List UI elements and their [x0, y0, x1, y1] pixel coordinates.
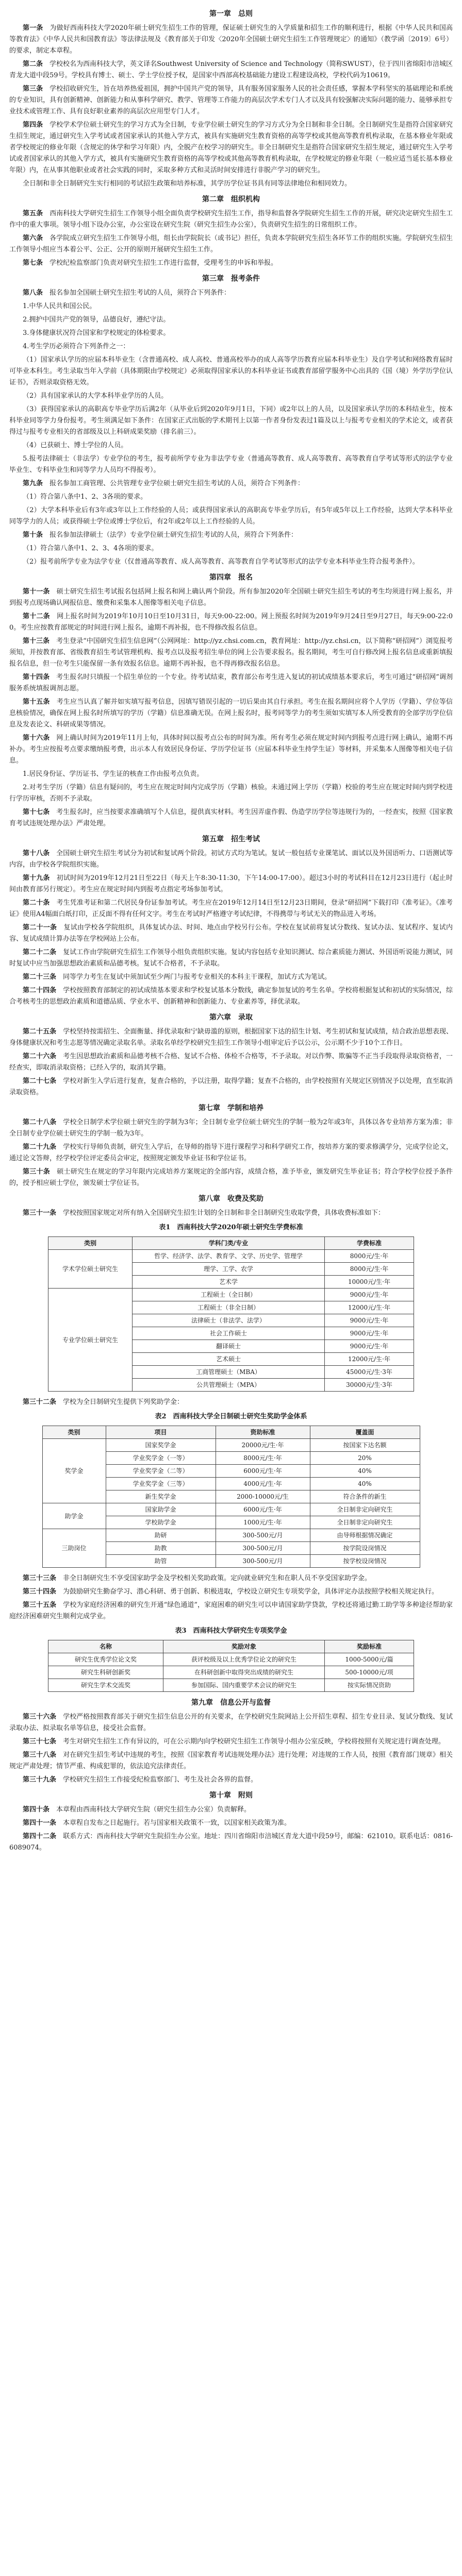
table-cell: 20000元/生·年: [216, 1439, 310, 1452]
article-paragraph: [9, 807, 453, 829]
article-text: 硕士研究生招生考试报名包括网上报名和网上确认两个阶段。所有参加2020年全国硕士研究生招生考试的考生均须进行网上报名，并到报考点现场确认网报信息、缴费和采集本人图像等相关电子信息。: [9, 588, 453, 607]
article-text: （1）国家承认学历的应届本科毕业生（含普通高校、成人高校、普通高校举办的成人高等学历教育应届本科毕业生）及自学考试和网络教育届时可毕业本科生。考生录取当年入学前（具体期限由学校规定）必须取得国家承认的本科毕业证书或教育部留学服务中心出具的《国（境）外学历学位认证书》，否则录取资格无效。: [9, 356, 453, 386]
article-paragraph: [9, 848, 453, 871]
article-text: 学校坚持按需招生、全面衡量、择优录取和宁缺毋滥的原则，根据国家下达的招生计划、考生初试和复试成绩，结合政治思想表现、身体健康状况和考生志愿等情况确定录取名单。录取名单经学校研究生招生工作领导小组审定后予以公示，公示期不少于10个工作日。: [9, 1028, 453, 1047]
article-paragraph: [9, 897, 453, 920]
table-header-cell: 学费标准: [325, 1237, 414, 1250]
article-number: 第三十五条: [23, 1601, 63, 1609]
article-text: 全国硕士研究生招生考试分为初试和复试两个阶段。初试方式均为笔试。复试一般包括专业课笔试、面试以及外国语听力、口语测试等内容，由学校各学院组织实施。: [9, 850, 453, 869]
article-number: 第二十条: [23, 899, 57, 907]
article-paragraph: [9, 922, 453, 945]
article-number: 第四十条: [23, 1806, 57, 1814]
article-number: 第二十八条: [23, 1118, 63, 1126]
table-cell: 8000元/生·年: [216, 1452, 310, 1465]
article-number: 第二十七条: [23, 1077, 63, 1085]
table-cell: 新生奖学金: [106, 1490, 216, 1503]
article-number: 第六条: [23, 234, 50, 242]
article-paragraph: [9, 341, 453, 352]
article-text: 2.对考生学历（学籍）信息有疑问的，考生应在规定时间内完成学历（学籍）核验。未通过网上学历（学籍）校验的考生应在规定时间内到学校进行学历审核，否则不予录取。: [9, 784, 453, 803]
table-cell: 公共管理硕士（MPA）: [133, 1379, 325, 1392]
article-text: 复试工作由学院研究生招生工作领导小组负责组织实施。复试内容包括专业知识测试、综合素质能力测试、外国语听说能力测试，同时复试中应当加强思想政治素质和品德考核。复试不合格者，不予录取。: [9, 948, 453, 968]
table-cell: 9000元/生·年: [325, 1340, 414, 1353]
table-header-cell: 类别: [48, 1237, 133, 1250]
article-paragraph: [9, 1208, 453, 1219]
article-paragraph: [9, 769, 453, 780]
chapter-title: 第八章 收费及奖助: [199, 1195, 263, 1203]
article-paragraph: [9, 505, 453, 528]
article-text: 学校研究生招生工作接受纪检监察部门、考生及社会各界的监督。: [63, 1776, 258, 1784]
special-award-table: [48, 1640, 414, 1692]
article-paragraph: [9, 733, 453, 767]
table-row: [48, 1666, 414, 1679]
table-cell: 学校助学金: [106, 1516, 216, 1529]
tuition-table: [48, 1236, 414, 1392]
article-number: 第二条: [23, 60, 50, 68]
article-paragraph: [9, 611, 453, 634]
article-text: 学校纪检监察部门负责对研究生招生工作进行监督，受理考生的申诉和举报。: [50, 259, 278, 267]
article-text: 学校招收研究生，旨在培养热爱祖国，拥护中国共产党的领导，具有服务国家服务人民的社会责任感，掌握本学科坚实的基础理论和系统的专业知识，具有创新精神、创新能力和从事科学研究、教学、管理等工作能力的高层次学术专门人才以及具有较强解决实际问题的能力、能够承担专业技术或管理工作、具有良好职业素养的高层次应用型专门人才。: [9, 85, 453, 115]
article-text: 1.居民身份证、学历证书、学生证的核查工作由报考点负责。: [23, 770, 204, 778]
table-cell: 学业奖学金（三等）: [106, 1478, 216, 1490]
table-cell: 6000元/生·年: [216, 1465, 310, 1478]
article-text: 对在研究生招生考试中违规的考生，按照《国家教育考试违规处理办法》进行处理；对违规的工作人员，按照《教育部门规章》相关规定严肃处理；情节严重、构成犯罪的，依法追究法律责任。: [9, 1751, 453, 1770]
article-number: 第三条: [23, 85, 50, 93]
table-cell: 助学金: [42, 1503, 106, 1529]
article-text: 学校实行导师负责制，研究生入学后，在导师的指导下进行课程学习和科学研究工作，按培养方案的要求修满学分，完成学位论文，通过论文答辩，经学校学位评定委员会审定，按照规定颁发毕业证书和学位证书。: [9, 1143, 453, 1162]
special-award-table-title: 表3 西南科技大学研究生专项奖学金: [175, 1627, 287, 1635]
table-cell: 哲学、经济学、法学、教育学、文学、历史学、管理学: [133, 1250, 325, 1263]
article-paragraph: [9, 697, 453, 731]
article-paragraph: [9, 404, 453, 438]
table-cell: 8000元/生·年: [325, 1250, 414, 1263]
article-paragraph: [9, 59, 453, 81]
article-paragraph: [9, 636, 453, 670]
article-paragraph: [9, 1397, 453, 1408]
table-header-cell: 名称: [48, 1640, 163, 1653]
article-paragraph: [9, 258, 453, 269]
article-text: 学校全日制学术学位硕士研究生的学制为3年；全日制专业学位硕士研究生的学制一般为2年或3年，具体以各专业培养方案为准；非全日制专业学位硕士研究生的学制一般为3年。: [9, 1118, 453, 1138]
article-text: 1.中华人民共和国公民。: [23, 302, 96, 310]
article-number: 第一条: [23, 24, 50, 32]
table-cell: 1000元/生·年: [216, 1516, 310, 1529]
table-cell: 10000元/生·年: [325, 1276, 414, 1289]
table-cell: 全日制非定向研究生: [310, 1503, 420, 1516]
chapter-title: 第一章 总则: [209, 10, 253, 18]
table-cell: 研究生优秀学位论文奖: [48, 1653, 163, 1666]
table-cell: 符合条件的新生: [310, 1490, 420, 1503]
table-cell: 助管: [106, 1555, 216, 1568]
article-text: 网上确认时间为2019年11月上旬，具体时间以报考点公布的时间为准。所有考生必须在规定时间内到报考点进行网上确认，逾期不再补办。考生应按报考点要求缴纳报考费，出示本人有效居民身份证、学历学位证书（应届本科毕业生持学生证）等材料，并采集本人图像等相关电子信息。: [9, 734, 453, 765]
table-row: [48, 1679, 414, 1692]
article-paragraph: [9, 1026, 453, 1049]
article-text: （2）报考前所学专业为法学专业（仅普通高等教育、成人高等教育、高等教育自学考试等形式的法学专业本科毕业生符合报考条件）。: [23, 558, 419, 566]
table-header-cell: 项目: [106, 1426, 216, 1439]
table-header-cell: 类别: [42, 1426, 106, 1439]
article-text: 4.考生学历必须符合下列条件之一：: [23, 343, 130, 350]
article-number: 第十三条: [23, 637, 57, 645]
table-cell: 按学院设岗情况: [310, 1542, 420, 1555]
article-number: 第三十条: [23, 1168, 57, 1176]
table-cell: 6000元/生·年: [216, 1503, 310, 1516]
article-text: 考生登录“中国研究生招生信息网”（公网网址：http://yz.chsi.com.cn，教育网址：http://yz.chsi.cn，以下简称“研招网”）浏览报考须知，并按教育部、省级教育招生考试管理机构、报考点以及报考招生单位的网上公告要求报名。报名期间，考生可自行修改网上报名信息或重新填报报名信息，但一位考生只能保留一条有效报名信息。逾期不再补报，也不得再修改报名信息。: [9, 637, 453, 668]
article-paragraph: [9, 120, 453, 176]
article-number: 第三十八条: [23, 1751, 63, 1759]
article-paragraph: [9, 985, 453, 1008]
article-text: （1）符合第八条中1、2、3各项的要求。: [23, 493, 147, 501]
article-paragraph: [9, 1818, 453, 1829]
table-cell: 40%: [310, 1478, 420, 1490]
table-header-cell: 覆盖面: [310, 1426, 420, 1439]
table-cell: 300-500元/月: [216, 1542, 310, 1555]
table-row: [42, 1439, 420, 1452]
article-text: 报名参加全国硕士研究生招生考试的人员，须符合下列条件：: [50, 289, 231, 297]
table-cell: 翻译硕士: [133, 1340, 325, 1353]
article-text: 联系方式：西南科技大学研究生院招生办公室。地址：四川省绵阳市涪城区青龙大道中段59号，邮编：621010。联系电话：0816-6089074。: [9, 1833, 453, 1852]
article-paragraph: [9, 782, 453, 805]
table-row: [48, 1653, 414, 1666]
table-row: [42, 1503, 420, 1516]
table-header-cell: 资助标准: [216, 1426, 310, 1439]
table-cell: 学术学位硕士研究生: [48, 1250, 133, 1289]
table-cell: 社会工作硕士: [133, 1327, 325, 1340]
article-number: 第三十四条: [23, 1588, 63, 1596]
table-cell: 国家奖学金: [106, 1439, 216, 1452]
article-number: 第八条: [23, 289, 50, 297]
table-cell: 参加国际、国内重要学术会议的研究生: [163, 1679, 325, 1692]
article-text: （3）获得国家承认的高职高专毕业学历后满2年（从毕业后到2020年9月1日，下同）或2年以上的人员，以及国家承认学历的本科结业生，按本科毕业同等学力身份报考。考生须满足如下条件：在国家正式出版的学术期刊上以第一作者身份发表过1篇及以上与报考专业相关的学术论文，或者获得过与报考专业相关的省部级及以上科研成果奖励（排名前三）。: [9, 405, 453, 436]
article-number: 第十九条: [23, 874, 57, 882]
table-cell: 1000-5000元/篇: [325, 1653, 414, 1666]
article-number: 第十七条: [23, 808, 57, 816]
article-paragraph: [9, 453, 453, 476]
table-cell: 艺术硕士: [133, 1353, 325, 1366]
table-cell: 30000元/生·3年: [325, 1379, 414, 1392]
article-text: 考生对研究生招生工作有异议的，可在公示期内向学校研究生招生工作领导小组办公室反映，学校将按照有关规定进行调查处理。: [63, 1738, 446, 1745]
table-cell: 2000-10000元/生: [216, 1490, 310, 1503]
article-number: 第四十一条: [23, 1819, 63, 1827]
table-cell: 9000元/生·年: [325, 1314, 414, 1327]
table-cell: 奖学金: [42, 1439, 106, 1503]
table-cell: 专业学位硕士研究生: [48, 1289, 133, 1392]
table-cell: 12000元/生·年: [325, 1353, 414, 1366]
article-text: 学校对新生入学后进行复查，复查合格的，予以注册，取得学籍；复查不合格的，由学校按照有关规定区别情况予以处理，直至取消录取资格。: [9, 1077, 453, 1096]
article-text: （2）大学本科毕业后有3年或3年以上工作经验的人员；或获得国家承认的高职高专毕业学历后，有5年或5年以上工作经验，达到大学本科毕业同等学力的人员；或获得硕士学位或博士学位后，有2年或2年以上工作经验的人员。: [9, 506, 453, 526]
table-cell: 理学、工学、农学: [133, 1263, 325, 1276]
article-paragraph: [9, 23, 453, 57]
article-number: 第十六条: [23, 734, 57, 742]
table-cell: 研究生科研创新奖: [48, 1666, 163, 1679]
table-cell: 500-10000元/项: [325, 1666, 414, 1679]
article-paragraph: [9, 492, 453, 503]
table-cell: 全日制非定向研究生: [310, 1516, 420, 1529]
article-text: （1）符合第八条中1、2、3、4各项的要求。: [23, 545, 158, 552]
article-number: 第四条: [23, 121, 50, 129]
article-text: 学校为家庭经济困难的研究生开通“绿色通道”，家庭困难的研究生可以申请国家助学贷款，学校还将通过勤工助学等多种途径帮助家庭经济困难研究生顺利完成学业。: [9, 1601, 453, 1620]
article-text: 为做好西南科技大学2020年硕士研究生招生工作的管理，保证硕士研究生的入学质量和招生工作的顺利进行，根据《中华人民共和国高等教育法》《中华人民共和国教育法》等法律法规及《教育部关于印发〈2020年全国硕士研究生招生工作管理规定〉的通知》（教学函〔2019〕6号）的要求，制定本章程。: [9, 24, 453, 55]
article-text: 考生报名时只填报一个招生单位的一个专业。待考试结束，教育部公布考生进入复试的初试成绩基本要求后，考生可通过“研招网”调剂服务系统填报调剂志愿。: [9, 673, 453, 692]
table-cell: 国家助学金: [106, 1503, 216, 1516]
table-row: [48, 1250, 414, 1263]
article-paragraph: [9, 328, 453, 339]
table-cell: 由导师根据情况确定: [310, 1529, 420, 1542]
chapter-title: 第五章 招生考试: [202, 835, 260, 843]
article-number: 第七条: [23, 259, 50, 267]
article-text: 考生应当认真了解并如实填写报考信息，因填写错误引起的一切后果由其自行承担。考生在报名期间应将个人学历（学籍）、学位等信息核验情况，确保在网上报名时所填写的学历（学籍）信息准确无误。在网上报名时，报考同等学力的考生须如实填写本人所受教育的全部学历学位信息及发表论文、科研成果等情况。: [9, 698, 453, 728]
article-text: 考生报名时，应当按要求准确填写个人信息，提供真实材料。考生因弄虚作假、伪造学历学位等违规行为的，一经查实，按照《国家教育考试违规处理办法》严肃处理。: [9, 808, 453, 827]
article-number: 第十一条: [23, 588, 57, 596]
article-text: 学校按照国家规定对所有纳入全国研究生招生计划的全日制和非全日制研究生收取学费，具体收费标准如下：: [63, 1209, 385, 1217]
article-paragraph: [9, 947, 453, 970]
article-text: 本章程自发布之日起施行。若与国家相关政策不一致，以国家相关政策为准。: [63, 1819, 291, 1827]
article-text: 3.身体健康状况符合国家和学校规定的体检要求。: [23, 329, 170, 337]
table-cell: 4000元/生·年: [216, 1478, 310, 1490]
article-number: 第二十三条: [23, 973, 63, 981]
article-text: 各学院成立研究生招生工作领导小组，组长由学院院长（或书记）担任，负责本学院研究生招生各环节工作的组织实施。学院研究生招生工作领导小组应当本着公平、公正、公开的原则开展研究生招生工作。: [9, 234, 453, 253]
article-paragraph: [9, 586, 453, 609]
table-cell: 工程硕士（全日制）: [133, 1289, 325, 1301]
table-cell: 12000元/生·年: [325, 1301, 414, 1314]
table-header-cell: 学科门类/专业: [133, 1237, 325, 1250]
table-cell: 9000元/生·年: [325, 1327, 414, 1340]
table-cell: 40%: [310, 1465, 420, 1478]
article-paragraph: [9, 873, 453, 895]
article-number: 第九条: [23, 480, 50, 487]
article-text: 非全日制研究生不享受国家助学金及学校相关奖助政策。定向就业研究生和在职人员不享受国家助学金。: [63, 1574, 372, 1582]
tuition-table-title: 表1 西南科技大学2020年硕士研究生学费标准: [159, 1224, 303, 1231]
table-cell: 工商管理硕士（MBA）: [133, 1366, 325, 1379]
article-text: 学校学术学位硕士研究生的学习方式为全日制，专业学位硕士研究生的学习方式分为全日制和非全日制。全日制研究生是指符合国家研究生招生规定，通过研究生入学考试或者国家承认的其他入学方式，被具有实施研究生教育资格的高等学校或其他高等教育机构录取，在基本修业年限或者学校规定的修业年限（含规定的休学和学习年限）内，全脱产在校学习的研究生。非全日制研究生是指符合国家研究生招生规定，通过研究生入学考试或者国家承认的其他入学方式，被具有实施研究生教育资格的高等学校或其他高等教育机构录取，在学校规定的修业年限（一般应适当延长基本修业年限）内，在从事其他职业或者社会实践的同时，采取多种方式和灵活时间安排进行非脱产学习的研究生。: [9, 121, 453, 174]
article-number: 第三十二条: [23, 1398, 63, 1406]
article-text: 网上报名时间为2019年10月10日至10月31日，每天9:00-22:00。网上预报名时间为2019年9月24日至9月27日，每天9:00-22:00。考生应按教育部规定的时间进行网上报名，逾期不再补报，也不得修改报名信息。: [9, 613, 453, 632]
article-text: 本章程由西南科技大学研究生院（研究生招生办公室）负责解释。: [56, 1806, 251, 1814]
table-header-cell: 奖励对象: [163, 1640, 325, 1653]
article-paragraph: [9, 530, 453, 541]
scholarship-table-title: 表2 西南科技大学全日制硕士研究生奖助学金体系: [155, 1413, 307, 1420]
chapter-title: 第七章 学制和培养: [199, 1104, 263, 1112]
table-cell: 助教: [106, 1542, 216, 1555]
article-number: 第二十六条: [23, 1053, 63, 1060]
article-paragraph: [9, 1804, 453, 1816]
article-number: 第二十二条: [23, 948, 63, 956]
article-paragraph: [9, 1711, 453, 1734]
article-paragraph: [9, 1831, 453, 1854]
article-number: 第二十九条: [23, 1143, 63, 1151]
article-number: 第二十一条: [23, 924, 64, 931]
article-paragraph: [9, 1736, 453, 1748]
article-paragraph: [9, 301, 453, 312]
table-cell: 9000元/生·年: [325, 1289, 414, 1301]
article-paragraph: [9, 1573, 453, 1584]
article-paragraph: [9, 972, 453, 983]
table-cell: 获评校级及以上优秀学位论文的研究生: [163, 1653, 325, 1666]
article-paragraph: [9, 83, 453, 117]
table-cell: 20%: [310, 1452, 420, 1465]
article-number: 第十五条: [23, 698, 57, 706]
article-paragraph: [9, 1750, 453, 1772]
table-cell: 工程硕士（非全日制）: [133, 1301, 325, 1314]
article-text: 学校按照教育部制定的初试成绩基本要求和学校复试基本分数线，确定参加复试的考生名单。学校将根据复试和初试的实际情况，综合考核考生的思想政治素质和道德品质、学业水平、创新精神和创新能力、专业素养等，择优录取。: [9, 987, 453, 1006]
article-paragraph: [9, 543, 453, 554]
scholarship-table: [42, 1426, 420, 1568]
article-number: 第二十五条: [23, 1028, 63, 1036]
article-paragraph: [9, 672, 453, 694]
article-paragraph: [9, 354, 453, 388]
article-paragraph: [9, 208, 453, 231]
table-cell: 300-500元/月: [216, 1555, 310, 1568]
article-paragraph: [9, 478, 453, 489]
article-number: 第五条: [23, 210, 50, 217]
article-text: 为鼓励研究生勤奋学习、潜心科研、勇于创新、积极进取，学校设立研究生专项奖学金，具体评定办法按照学校相关规定执行。: [63, 1588, 439, 1596]
article-number: 第四十二条: [23, 1833, 63, 1840]
article-number: 第十八条: [23, 850, 57, 857]
article-number: 第二十四条: [23, 987, 63, 994]
article-paragraph: [9, 556, 453, 568]
table-cell: 按实际情况资助: [325, 1679, 414, 1692]
table-cell: 艺术学: [133, 1276, 325, 1289]
table-cell: 三助岗位: [42, 1529, 106, 1568]
article-text: 2.拥护中国共产党的领导，品德良好，遵纪守法。: [23, 316, 170, 324]
article-text: 考生因思想政治素质和品德考核不合格、复试不合格、体检不合格等，不予录取。对以作弊、欺骗等不正当手段取得录取资格者，一经查实，即取消录取资格；已经入学的，取消其学籍。: [9, 1053, 453, 1072]
article-paragraph: [9, 1600, 453, 1622]
article-paragraph: [9, 440, 453, 451]
article-paragraph: [9, 1051, 453, 1074]
table-cell: 按学校设岗情况: [310, 1555, 420, 1568]
article-text: （2）具有国家承认的大学本科毕业学历的人员。: [23, 392, 168, 400]
article-text: 学校严格按照教育部关于研究生招生信息公开的有关要求，在学校研究生院网站上公开招生章程、招生专业目录、复试分数线、复试录取办法、拟录取名单等信息，接受社会监督。: [9, 1713, 453, 1732]
table-cell: 研究生学术交流奖: [48, 1679, 163, 1692]
article-paragraph: [9, 178, 453, 190]
table-row: [48, 1289, 414, 1301]
article-number: 第十二条: [23, 613, 57, 620]
article-text: 同等学力考生在复试中须加试至少两门与报考专业相关的本科主干课程，加试方式为笔试。: [63, 973, 332, 981]
article-text: 考生凭准考证和第二代居民身份证参加考试。考生应在2019年12月14日至12月23日期间，登录“研招网”下载打印《准考证》。《准考证》使用A4幅面白纸打印，正反面不得有任何文字。考生在考试时严格遵守考试纪律，不得携带与考试无关的物品进入考场。: [9, 899, 453, 918]
chapter-title: 第四章 报名: [209, 573, 253, 582]
article-paragraph: [9, 287, 453, 299]
table-cell: 助研: [106, 1529, 216, 1542]
article-number: 第三十九条: [23, 1776, 63, 1784]
article-paragraph: [9, 1142, 453, 1164]
chapter-title: 第三章 报考条件: [202, 275, 260, 283]
table-cell: 法律硕士（非法学、法学）: [133, 1314, 325, 1327]
article-paragraph: [9, 1166, 453, 1189]
article-text: 复试由学校各学院组织，具体复试办法、时间、地点由学校另行公布。学校在复试前将复试分数线、复试办法、复试程序、复试内容、复试成绩计算办法等在学校网站上公布。: [9, 924, 453, 943]
chapter-title: 第九章 信息公开与监督: [191, 1699, 271, 1707]
table-cell: 学业奖学金（一等）: [106, 1452, 216, 1465]
article-number: 第三十一条: [23, 1209, 63, 1217]
article-paragraph: [9, 391, 453, 402]
article-text: 全日制和非全日制研究生实行相同的考试招生政策和培养标准，其学历学位证书具有同等法律地位和相同效力。: [23, 180, 352, 188]
article-text: 学校为全日制研究生提供下列奖助学金：: [63, 1398, 184, 1406]
article-paragraph: [9, 1586, 453, 1598]
article-text: 初试时间为2019年12月21日至22日（每天上午8:30-11:30，下午14:00-17:00）。超过3小时的考试科目在12月23日进行（起止时间由教育部另行规定）。考生应在规定时间内到报考点指定考场参加考试。: [9, 874, 453, 893]
table-cell: 按国家下达名额: [310, 1439, 420, 1452]
table-row: [42, 1529, 420, 1542]
table-cell: 学业奖学金（二等）: [106, 1465, 216, 1478]
article-number: 第三十三条: [23, 1574, 63, 1582]
article-number: 第十四条: [23, 673, 57, 681]
article-text: 报名参加法律硕士（法学）专业学位硕士研究生招生考试的人员，须符合下列条件：: [50, 531, 298, 539]
table-cell: 在科研创新中取得突出成绩的研究生: [163, 1666, 325, 1679]
article-number: 第十条: [23, 531, 50, 539]
table-cell: 45000元/生·3年: [325, 1366, 414, 1379]
article-text: 学校校名为西南科技大学，英文译名Southwest University of Science and Technology（简称SWUST），位于四川省绵阳市涪城区青龙大道中段59号。学校具有博士、硕士、学士学位授予权，是国家中西部高校基础能力建设工程建设高校，学校代码为10619。: [9, 60, 453, 79]
article-text: 硕士研究生在规定的学习年限内完成培养方案规定的全部内容，成绩合格，准予毕业，颁发研究生毕业证书；符合学校学位授予条件的，授予相应硕士学位，颁发硕士学位证书。: [9, 1168, 453, 1187]
chapter-title: 第二章 组织机构: [202, 195, 260, 204]
article-text: 报名参加工商管理、公共管理专业学位硕士研究生招生考试的人员，须符合下列条件：: [50, 480, 305, 487]
table-header-cell: 奖励标准: [325, 1640, 414, 1653]
article-paragraph: [9, 1774, 453, 1786]
article-paragraph: [9, 233, 453, 256]
chapter-title: 第六章 录取: [209, 1013, 253, 1022]
article-text: 西南科技大学研究生招生工作领导小组全面负责学校研究生招生工作，指导和监督各学院研究生招生工作的开展，研究决定研究生招生工作中的重大事项。领导小组下设办公室，办公室设在研究生院（研究生招生办公室），负责研究生招生的日常组织工作。: [9, 210, 453, 229]
article-paragraph: [9, 314, 453, 326]
article-number: 第三十六条: [23, 1713, 63, 1721]
table-cell: 8000元/生·年: [325, 1263, 414, 1276]
article-number: 第三十七条: [23, 1738, 63, 1745]
table-cell: 300-500元/月: [216, 1529, 310, 1542]
article-text: （4）已获硕士、博士学位的人员。: [23, 442, 128, 449]
article-text: 5.报考法律硕士（非法学）专业学位的考生，报考前所学专业为非法学专业（普通高等教育、成人高等教育、高等教育自学考试等形式的法学专业毕业生、专科毕业生和同等学力人员均不得报考）。: [9, 455, 453, 474]
article-paragraph: [9, 1076, 453, 1098]
article-paragraph: [9, 1117, 453, 1140]
chapter-title: 第十章 附则: [209, 1791, 253, 1800]
